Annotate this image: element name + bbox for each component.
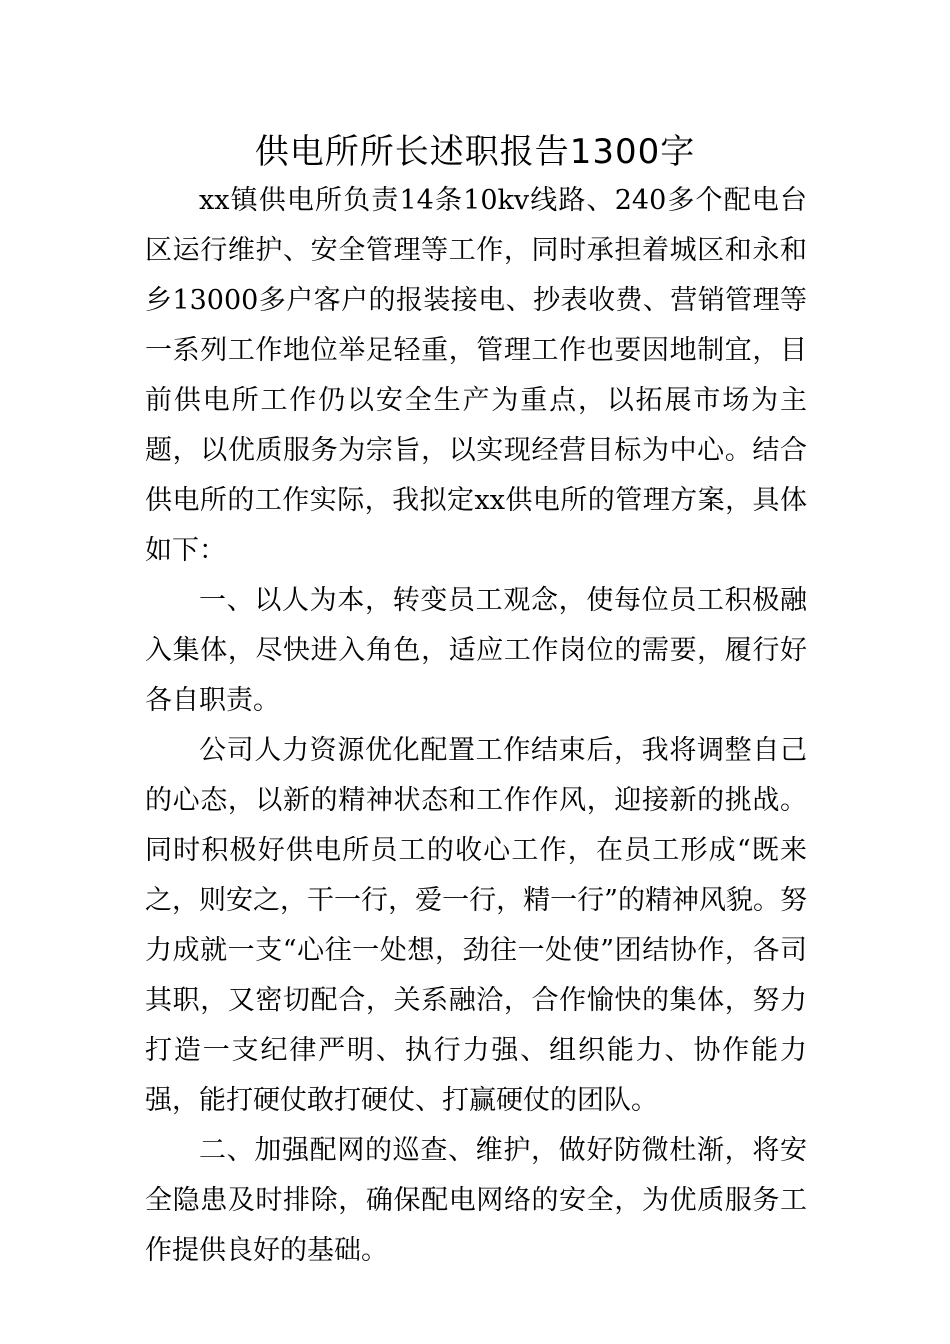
paragraph-intro: xx镇供电所负责14条10kv线路、240多个配电台区运行维护、安全管理等工作，同时承担着城区和永和乡13000多户客户的报装接电、抄表收费、营销管理等一系列工作地位举足轻重，管理工作也要因地制宜，目前供电所工作仍以安全生产为重点，以拓展市场为主题，以优质服务为宗旨，以实现经营目标为中心。结合供电所的工作实际，我拟定xx供电所的管理方案，具体如下： [145,185,807,566]
paragraph-section-one-detail: 公司人力资源优化配置工作结束后，我将调整自己的心态，以新的精神状态和工作作风，迎接新的挑战。同时积极好供电所员工的收心工作，在员工形成“既来之，则安之，干一行，爱一行，精一行”的精神风貌。努力成就一支“心往一处想，劲往一处使”团结协作，各司其职，又密切配合，关系融洽，合作愉快的集体，努力打造一支纪律严明、执行力强、组织能力、协作能力强，能打硬仗敢打硬仗、打赢硬仗的团队。 [145,735,807,1116]
document-title: 供电所所长述职报告1300字 [254,132,696,172]
paragraph-section-one: 一、以人为本，转变员工观念，使每位员工积极融入集体，尽快进入角色，适应工作岗位的需要，履行好各自职责。 [145,585,807,716]
document-body [145,176,807,1276]
paragraph-section-two: 二、加强配网的巡查、维护，做好防微杜渐，将安全隐患及时排除，确保配电网络的安全，为优质服务工作提供良好的基础。 [145,1135,807,1266]
